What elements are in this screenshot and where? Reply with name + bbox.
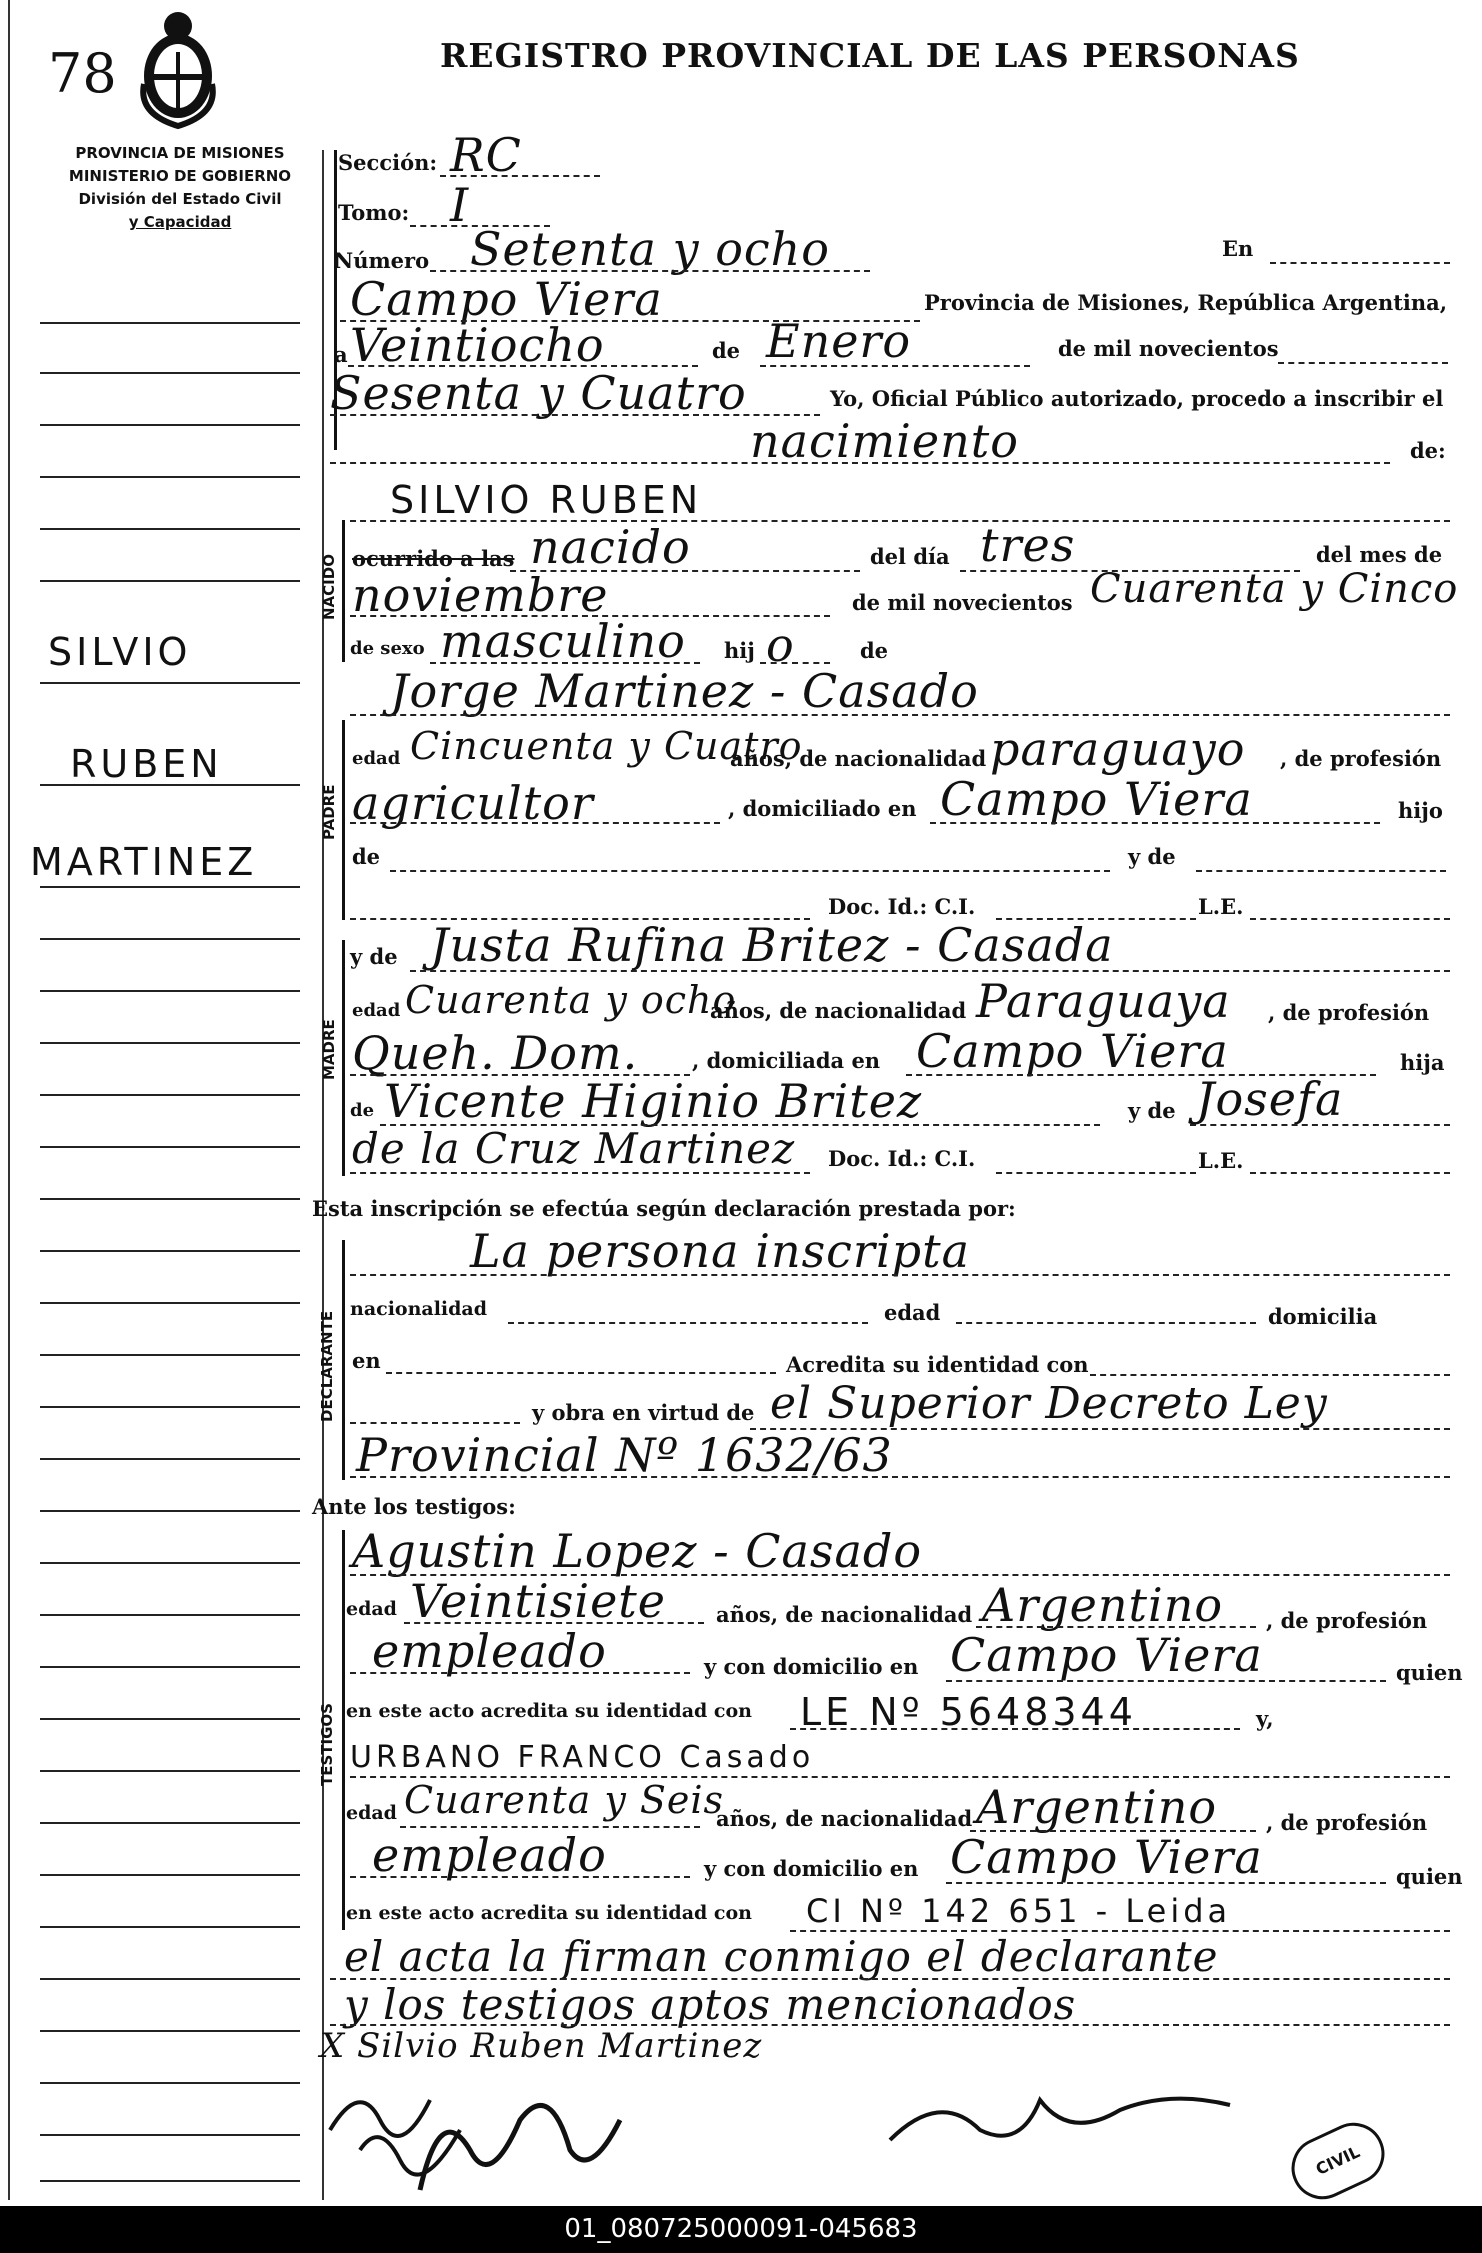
label-nacionalidad-declarante: nacionalidad xyxy=(350,1298,488,1320)
value-sexo: masculino xyxy=(440,614,686,668)
label-con-domicilio-t1: y con domicilio en xyxy=(704,1654,919,1679)
label-edad-t1: edad xyxy=(346,1598,397,1620)
value-dia-nac: tres xyxy=(980,518,1076,572)
value-t1-edad: Veintisiete xyxy=(410,1574,667,1628)
value-hijo-letra: o xyxy=(766,618,795,672)
label-numero: Número xyxy=(334,248,430,273)
label-y-de-madre: y de xyxy=(350,944,398,969)
side-label-madre: MADRE xyxy=(320,1019,338,1080)
document-code-bar: 01_080725000091-045683 xyxy=(0,2206,1482,2253)
margin-divider xyxy=(322,150,324,2200)
label-domiciliada: , domiciliada en xyxy=(692,1048,881,1073)
org-line: PROVINCIA DE MISIONES xyxy=(75,144,285,162)
margin-name-second: RUBEN xyxy=(70,742,223,786)
value-cierre-1: el acta la firman conmigo el declarante xyxy=(344,1932,1219,1981)
value-obra-2: Provincial Nº 1632/63 xyxy=(356,1428,893,1482)
label-de-colon: de: xyxy=(1410,438,1446,463)
value-tomo: I xyxy=(450,178,470,232)
padre-rule xyxy=(342,720,345,920)
label-seccion: Sección: xyxy=(338,150,438,175)
label-de-mil-novecientos: de mil novecientos xyxy=(1058,336,1279,361)
value-padre-edad: Cincuenta y Cuatro xyxy=(410,724,803,768)
value-nombre: SILVIO RUBEN xyxy=(390,478,703,522)
label-acredita: Acredita su identidad con xyxy=(786,1352,1089,1377)
label-hija: hija xyxy=(1400,1050,1445,1075)
official-stamp: CIVIL xyxy=(1281,2113,1394,2210)
signature-witness xyxy=(320,2060,680,2200)
value-t1-nac: Argentino xyxy=(982,1578,1224,1632)
label-de-2: de xyxy=(860,638,889,663)
value-firma-1: X Silvio Ruben Martinez xyxy=(320,2026,763,2066)
value-testigo1: Agustin Lopez - Casado xyxy=(352,1524,923,1578)
label-provincia: Provincia de Misiones, República Argentina, xyxy=(924,290,1448,315)
label-hijo-2: hijo xyxy=(1398,798,1443,823)
side-label-nacido: NACIDO xyxy=(320,554,338,620)
label-de-profesion-t2: , de profesión xyxy=(1266,1810,1428,1835)
value-numero: Setenta y ocho xyxy=(470,222,830,276)
value-cierre-2: y los testigos aptos mencionados xyxy=(344,1980,1077,2029)
value-anio: Sesenta y Cuatro xyxy=(330,366,747,420)
label-le-madre: L.E. xyxy=(1198,1148,1244,1173)
label-le: L.E. xyxy=(1198,894,1244,919)
value-madre-padre: Vicente Higinio Britez xyxy=(384,1074,923,1128)
value-dia: Veintiocho xyxy=(350,318,605,372)
label-quien-t2: quien xyxy=(1396,1864,1463,1889)
value-mes-nac: noviembre xyxy=(352,568,609,622)
label-y-de: y de xyxy=(1128,844,1176,869)
value-testigo2: URBANO FRANCO Casado xyxy=(350,1740,815,1775)
label-doc-id-madre: Doc. Id.: C.I. xyxy=(828,1146,976,1171)
value-t2-prof: empleado xyxy=(372,1828,607,1882)
label-edad-t2: edad xyxy=(346,1802,397,1824)
label-de-madre: de xyxy=(350,1100,375,1121)
value-lugar: Campo Viera xyxy=(350,272,663,326)
side-label-declarante: DECLARANTE xyxy=(318,1310,336,1422)
value-t2-edad: Cuarenta y Seis xyxy=(404,1778,725,1822)
label-de-3: de xyxy=(352,844,381,869)
value-madre-dom: Campo Viera xyxy=(916,1024,1229,1078)
label-edad-declarante: edad xyxy=(884,1300,941,1325)
page-number: 78 xyxy=(48,42,117,105)
value-mes: Enero xyxy=(766,314,912,368)
label-de-profesion-t1: , de profesión xyxy=(1266,1608,1428,1633)
label-anos-nac-madre: años, de nacionalidad xyxy=(710,998,967,1023)
label-a: a xyxy=(334,342,348,367)
label-del-dia: del día xyxy=(870,544,950,569)
testigos-rule xyxy=(342,1530,345,1930)
value-t1-doc: LE Nº 5648344 xyxy=(800,1690,1137,1734)
label-ante-testigos: Ante los testigos: xyxy=(312,1494,516,1519)
value-madre-madre-2: de la Cruz Martinez xyxy=(352,1124,796,1173)
value-madre-madre-1: Josefa xyxy=(1196,1072,1344,1126)
label-anos-nac-t2: años, de nacionalidad xyxy=(716,1806,973,1831)
value-t2-doc: CI Nº 142 651 - Leida xyxy=(806,1892,1232,1930)
label-acto-t1: en este acto acredita su identidad con xyxy=(346,1700,752,1722)
label-en: En xyxy=(1222,236,1254,261)
document-title: REGISTRO PROVINCIAL DE LAS PERSONAS xyxy=(440,36,1300,75)
value-padre: Jorge Martinez - Casado xyxy=(390,664,979,718)
label-tomo: Tomo: xyxy=(338,200,410,225)
label-anos-nac-padre: años, de nacionalidad xyxy=(730,746,987,771)
value-t1-dom: Campo Viera xyxy=(950,1628,1263,1682)
label-edad-madre: edad xyxy=(352,1000,401,1021)
value-seccion: RC xyxy=(450,128,522,182)
value-t2-dom: Campo Viera xyxy=(950,1830,1263,1884)
value-madre-edad: Cuarenta y ocho xyxy=(405,978,737,1022)
value-declarante: La persona inscripta xyxy=(470,1224,970,1278)
value-obra-1: el Superior Decreto Ley xyxy=(770,1378,1328,1429)
value-madre: Justa Rufina Britez - Casada xyxy=(430,918,1114,972)
label-de: de xyxy=(712,338,741,363)
label-domicilia: domicilia xyxy=(1268,1304,1378,1329)
value-t1-prof: empleado xyxy=(372,1624,607,1678)
margin-name-surname: MARTINEZ xyxy=(30,840,258,884)
label-esta-inscripcion: Esta inscripción se efectúa según declaración prestada por: xyxy=(312,1196,1016,1221)
label-y-t1: y, xyxy=(1256,1706,1274,1731)
label-de-profesion-madre: , de profesión xyxy=(1268,1000,1430,1025)
left-border xyxy=(8,0,10,2200)
label-doc-id: Doc. Id.: C.I. xyxy=(828,894,976,919)
side-label-testigos: TESTIGOS xyxy=(318,1703,336,1786)
org-line: División del Estado Civil xyxy=(78,190,282,208)
madre-rule xyxy=(342,940,345,1176)
side-label-padre: PADRE xyxy=(320,784,338,840)
signature-official xyxy=(880,2070,1240,2160)
value-madre-nac: Paraguaya xyxy=(976,974,1231,1028)
national-coat-of-arms-icon xyxy=(128,4,228,134)
label-edad-padre: edad xyxy=(352,748,401,769)
label-de-mil-novecientos-2: de mil novecientos xyxy=(852,590,1073,615)
issuing-organization xyxy=(50,142,310,234)
value-padre-dom: Campo Viera xyxy=(940,772,1253,826)
value-padre-nac: paraguayo xyxy=(990,722,1246,776)
value-anio-nac: Cuarenta y Cinco xyxy=(1090,566,1459,612)
value-acto: nacimiento xyxy=(750,414,1019,468)
label-y-de-madre-2: y de xyxy=(1128,1098,1176,1123)
label-anos-nac-t1: años, de nacionalidad xyxy=(716,1602,973,1627)
label-con-domicilio-t2: y con domicilio en xyxy=(704,1856,919,1881)
label-quien-t1: quien xyxy=(1396,1660,1463,1685)
label-obra: y obra en virtud de xyxy=(532,1400,755,1425)
label-hijo: hij xyxy=(724,638,755,663)
declarante-rule xyxy=(342,1240,345,1480)
label-de-profesion-padre: , de profesión xyxy=(1280,746,1442,771)
label-de-sexo: de sexo xyxy=(350,638,425,659)
nacido-rule xyxy=(342,520,345,662)
label-acto-t2: en este acto acredita su identidad con xyxy=(346,1902,752,1924)
margin-name-first: SILVIO xyxy=(48,630,192,674)
label-oficial: Yo, Oficial Público autorizado, procedo a inscribir el xyxy=(830,386,1444,411)
org-line: y Capacidad xyxy=(128,213,232,231)
label-domiciliado: , domiciliado en xyxy=(728,796,917,821)
value-madre-prof: Queh. Dom. xyxy=(352,1026,639,1080)
label-en-declarante: en xyxy=(352,1348,381,1373)
value-ocurrido: nacido xyxy=(530,520,691,574)
label-ocurrido: ocurrido a las xyxy=(352,546,515,571)
value-t2-nac: Argentino xyxy=(976,1780,1218,1834)
label-del-mes-de: del mes de xyxy=(1316,542,1443,567)
value-padre-prof: agricultor xyxy=(352,776,594,830)
org-line: MINISTERIO DE GOBIERNO xyxy=(68,167,292,185)
